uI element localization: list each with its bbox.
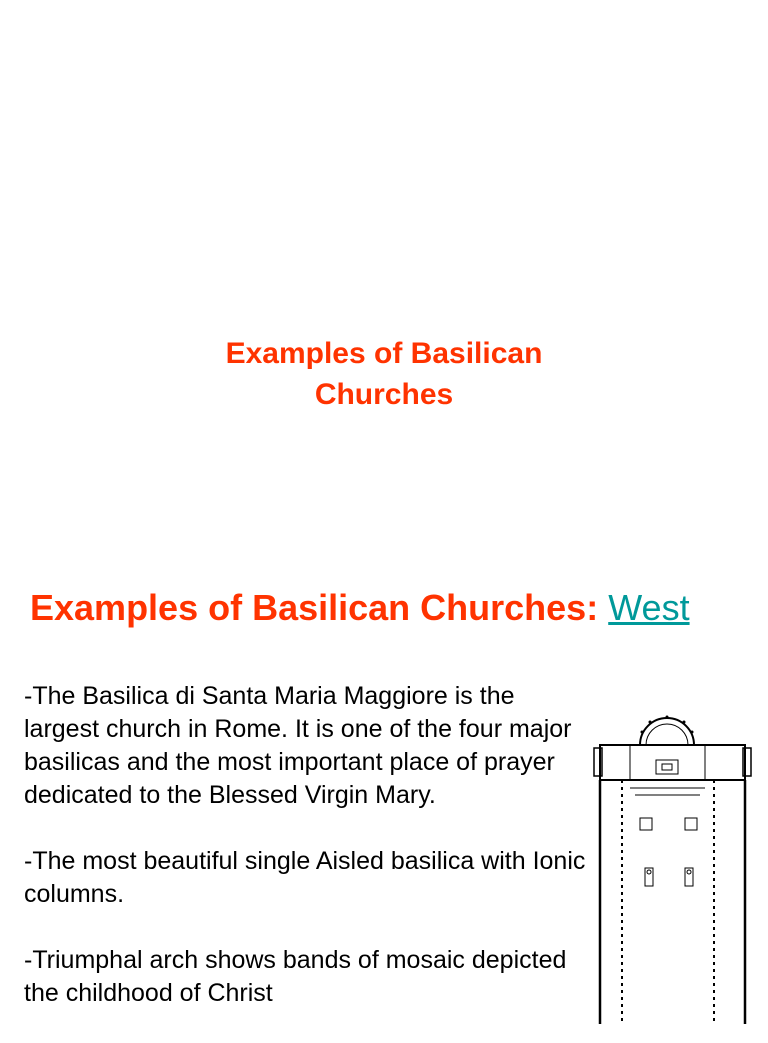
slide-title-line-2: Churches [314,378,454,411]
slide-title [0,333,768,415]
basilica-floor-plan-image [590,700,760,1024]
section-heading [30,585,690,631]
section-heading-text: Examples of Basilican Churches: [30,587,599,628]
paragraph-aisled: -The most beautiful single Aisled basilica with Ionic columns. [24,847,586,908]
slide-title-line-1: Examples of Basilican [225,337,543,370]
body-text [24,680,594,1043]
paragraph-arch: -Triumphal arch shows bands of mosaic depicted the childhood of Christ [24,946,567,1007]
west-link[interactable]: West [608,587,690,628]
paragraph-description: -The Basilica di Santa Maria Maggiore is the largest church in Rome. It is one of the four major basilicas and the most important place of prayer dedicated to the Blessed Virgin Mary. [24,682,572,809]
